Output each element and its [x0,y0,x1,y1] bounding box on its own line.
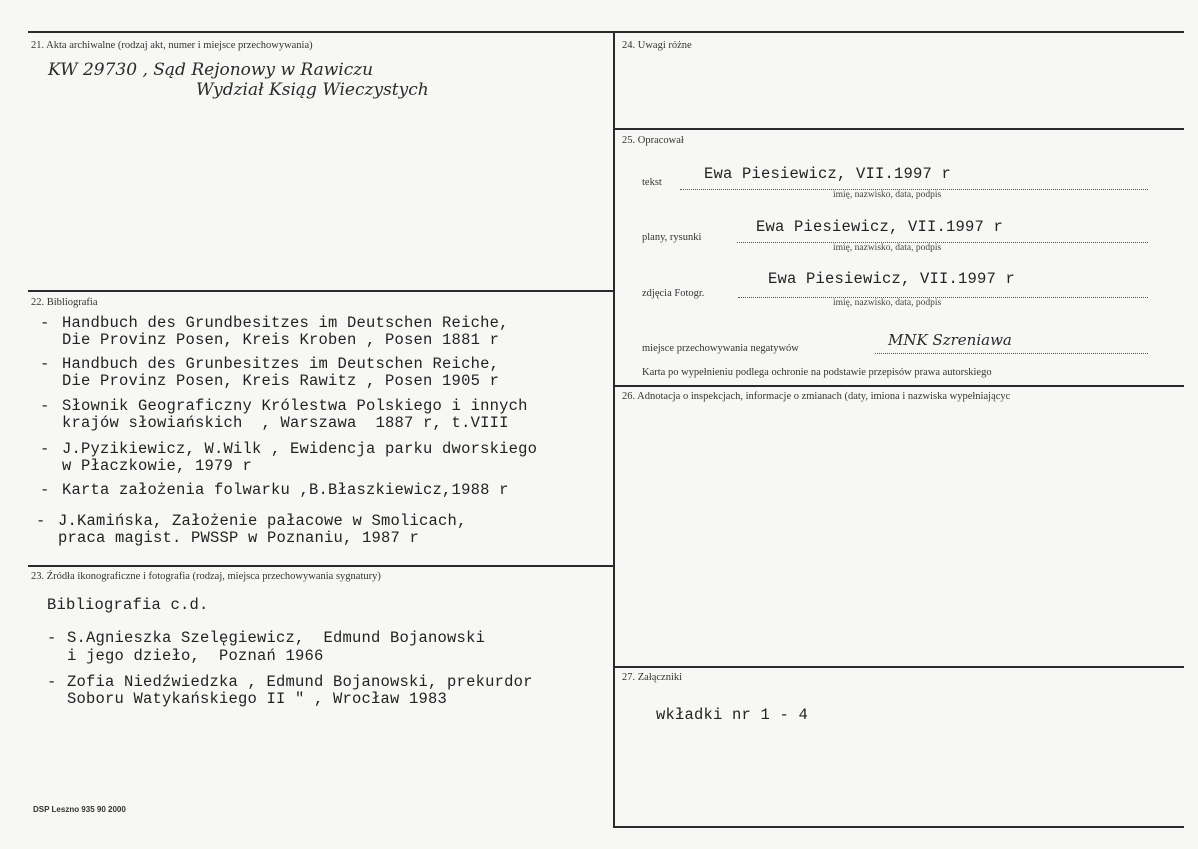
section24-label: 24. Uwagi różne [622,40,692,51]
bibliography-dash: - [40,314,50,332]
divider-24-25 [615,128,1184,130]
bibliography-item-line1: Handbuch des Grundbesitzes im Deutschen Reiche, [62,314,509,332]
column-divider [613,31,615,828]
print-footer: DSP Leszno 935 90 2000 [33,805,126,814]
divider-25-26 [615,385,1184,387]
section22-label: 22. Bibliografia [31,297,98,308]
tekst-label: tekst [642,177,662,188]
bibliography-item-line1: J.Pyzikiewicz, W.Wilk , Ewidencja parku dworskiego [62,440,538,458]
archive-handwritten-line2: Wydział Ksiąg Wieczystych [196,80,429,100]
zdjecia-value: Ewa Piesiewicz, VII.1997 r [768,270,1016,288]
bibliography-item-line1: Handbuch des Grunbesitzes im Deutschen Reiche, [62,355,500,373]
plany-value: Ewa Piesiewicz, VII.1997 r [756,218,1004,236]
divider-22-23 [28,565,613,567]
section26-label: 26. Adnotacja o inspekcjach, informacje o zmianach (daty, imiona i nazwiska wypełniającyc [622,391,1011,402]
bibliography-dash: - [36,512,46,530]
divider-21-22 [28,290,613,292]
zdjecia-line [738,297,1148,298]
bibliography-item-line2: praca magist. PWSSP w Poznaniu, 1987 r [58,529,420,547]
zdjecia-caption: imię, nazwisko, data, podpis [833,298,942,308]
copyright-note: Karta po wypełnieniu podlega ochronie na podstawie przepisów prawa autorskiego [642,367,992,378]
bibliography-item-line1: J.Kamińska, Założenie pałacowe w Smolicach, [58,512,467,530]
bibliography-dash: - [40,397,50,415]
divider-26-27 [615,666,1184,668]
bibliography-dash: - [40,481,50,499]
section21-label: 21. Akta archiwalne (rodzaj akt, numer i miejsce przechowywania) [31,40,313,51]
plany-line [737,242,1148,243]
negatives-label: miejsce przechowywania negatywów [642,343,799,354]
bibliography-item-line2: Die Provinz Posen, Kreis Kroben , Posen 1881 r [62,331,500,349]
section23-label: 23. Źródła ikonograficzne i fotografia (rodzaj, miejsca przechowywania sygnatury) [31,571,381,582]
iconography-dash: - [47,629,57,647]
bibliography-item-line2: w Płaczkowie, 1979 r [62,457,253,475]
bibliography-continued-title: Bibliografia c.d. [47,596,209,614]
section25-label: 25. Opracował [622,135,684,146]
bibliography-item-line1: Słownik Geograficzny Królestwa Polskiego i innych [62,397,528,415]
iconography-item-line2: Soboru Watykańskiego II " , Wrocław 1983 [67,690,448,708]
bottom-border [615,826,1184,828]
attachments-value: wkładki nr 1 - 4 [656,706,809,724]
bibliography-item-line1: Karta założenia folwarku ,B.Błaszkiewicz,1988 r [62,481,509,499]
tekst-caption: imię, nazwisko, data, podpis [833,190,942,200]
plany-label: plany, rysunki [642,232,702,243]
iconography-dash: - [47,673,57,691]
tekst-value: Ewa Piesiewicz, VII.1997 r [704,165,952,183]
iconography-item-line1: Zofia Niedźwiedzka , Edmund Bojanowski, prekurdor [67,673,533,691]
negatives-value: MNK Szreniawa [888,331,1012,349]
bibliography-dash: - [40,355,50,373]
plany-caption: imię, nazwisko, data, podpis [833,243,942,253]
negatives-line [875,353,1148,354]
section27-label: 27. Załączniki [622,672,683,683]
iconography-item-line1: S.Agnieszka Szelęgiewicz, Edmund Bojanowski [67,629,486,647]
archive-handwritten-line1: KW 29730 , Sąd Rejonowy w Rawiczu [48,60,374,80]
top-border [28,31,1184,33]
iconography-item-line2: i jego dzieło, Poznań 1966 [67,647,324,665]
bibliography-dash: - [40,440,50,458]
bibliography-item-line2: Die Provinz Posen, Kreis Rawitz , Posen 1905 r [62,372,500,390]
zdjecia-label: zdjęcia Fotogr. [642,288,705,299]
bibliography-item-line2: krajów słowiańskich , Warszawa 1887 r, t.VIII [62,414,509,432]
